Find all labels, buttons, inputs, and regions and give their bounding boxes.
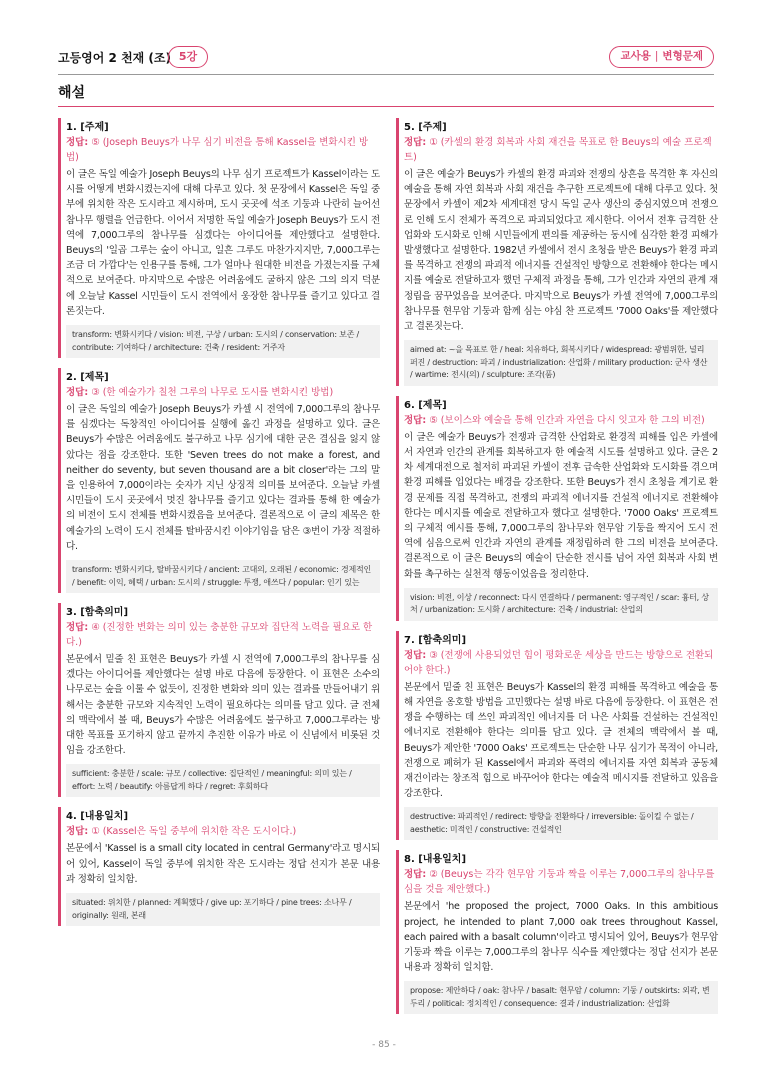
- answer-text: ④ (진정한 변화는 의미 있는 충분한 규모와 집단적 노력을 필요로 한다.): [66, 622, 373, 649]
- answer-text: ⑤ (Joseph Beuys가 나무 심기 비전을 통해 Kassel을 변화시킨 방법): [66, 137, 369, 163]
- answer-text: ⑤ (보이스와 예술을 통해 인간과 자연을 다시 잇고자 한 그의 비전): [429, 414, 705, 426]
- answer-line: [404, 135, 718, 165]
- answer-line: [66, 824, 380, 839]
- answer-label: 정답:: [66, 826, 89, 838]
- question-number: 1. [주제]: [66, 122, 109, 133]
- variant-label: 변형문제: [662, 50, 703, 62]
- explanation: 이 글은 예술가 Beuys가 카셀의 환경 파괴와 전쟁의 상흔을 목격한 후 자신의 예술을 통해 자연 회복과 사회 재건을 추구한 프로젝트에 대해 다루고 있다. 첫 문장에서 카셀이 제2차 세계대전 당시 독일 군사 생산의 중심지였으며 전쟁으로 인해 도시 전체가 폭격으로 파괴되었다고 제시한다. 이어서 전후 급격한 산업화와 도시화로 인해 시민들에게 편의를 제공하는 동시에 심각한 환경 피해가 발생했다고 설명한다. 1982년 카셀에서 전시 초청을 받은 Beuys가 환경 파괴를 목격하고 전쟁의 파괴적 에너지를 건설적인 방향으로 전환해야 한다는 메시지를 예술로 전달하고자 했던 구체적 과정을 통해, 그가 인간과 자연의 관계 재정립을 꿈꾸었음을 보여준다. 마지막으로 Beuys가 카셀 전역에 7,000그루의 참나무를 현무암 기둥과 함께 심는 야심 찬 프로젝트 '7000 Oaks'를 제안했다고 결론짓는다.: [404, 169, 718, 333]
- left-column: [58, 118, 380, 936]
- answer-block-1: [58, 118, 380, 358]
- answer-label: 정답:: [66, 137, 89, 148]
- answer-line: [404, 648, 718, 678]
- edition-tag: [609, 46, 714, 68]
- page-header: [58, 46, 714, 70]
- teacher-label: 교사용: [620, 50, 651, 62]
- answer-line: [404, 867, 718, 897]
- tag-separator: |: [654, 50, 659, 62]
- vocab-box: vision: 비전, 이상 / reconnect: 다시 연결하다 / permanent: 영구적인 / scar: 흉터, 상처 / urbanization: 도시화 / architecture: 건축 / industrial: 산업의: [404, 588, 718, 621]
- section-divider: [58, 106, 714, 107]
- explanation: 이 글은 예술가 Beuys가 전쟁과 급격한 산업화로 환경적 피해를 입은 카셀에서 자연과 인간의 관계를 회복하고자 한 예술적 시도를 설명하고 있다. 글은 2차 세계대전으로 철저히 파괴된 카셀이 전후 급속한 산업화와 도시화를 겪으며 환경 피해를 입었다는 배경을 강조한다. 또한 Beuys가 전시 초청을 계기로 환경 문제를 직접 목격하고, 전쟁의 파괴적 에너지를 건설적 에너지로 전환해야 한다는 메시지를 예술로 전달하고자 했다고 설명한다. '7000 Oaks' 프로젝트의 구체적 예시를 통해, 7,000그루의 참나무와 현무암 기둥을 짝지어 도시 전역에 심음으로써 인간과 자연의 관계를 재정립하려 한 그의 비전을 보여준다. 결론적으로 이 글은 Beuys의 예술이 단순한 전시를 넘어 자연 회복과 사회 변화를 촉구하는 실천적 행동이었음을 정리한다.: [404, 431, 718, 580]
- header-divider: [58, 74, 714, 75]
- answer-block-5: [396, 118, 718, 386]
- answer-block-3: [58, 603, 380, 797]
- vocab-box: transform: 변화시키다, 탈바꿈시키다 / ancient: 고대의, 오래된 / economic: 경제적인 / benefit: 이익, 혜택 / urban: 도시의 / struggle: 투쟁, 애쓰다 / popular: 인기 있는: [66, 560, 380, 593]
- explanation: 이 글은 독일 예술가 Joseph Beuys의 나무 심기 프로젝트가 Kassel이라는 도시를 어떻게 변화시켰는지에 대해 다루고 있다. 첫 문장에서 Kassel은 독일 중부에 위치한 작은 도시라고 제시하며, 도시 곳곳에 석조 기둥과 나란히 늘어선 참나무 행렬을 언급한다. 이어서 저명한 독일 예술가 Joseph Beuys가 도시 전역에 7,000그루의 참나무를 심겠다는 아이디어를 제안했다고 설명한다. Beuys의 '일곱 그루는 숲이 아니고, 일흔 그루도 마찬가지지만, 7,000그루는 조금 더 가깝다'는 인용구를 통해, 그가 얼마나 원대한 비전을 가졌는지를 구체적으로 보여준다. 마지막으로 수많은 어려움에도 굴하지 않은 그의 의지 덕분에 오늘날 Kassel 시민들이 도시 전역에서 웅장한 참나무를 즐기고 있다고 결론짓는다.: [66, 169, 380, 317]
- answer-line: [404, 413, 718, 428]
- answer-label: 정답:: [66, 622, 89, 634]
- vocab-box: sufficient: 충분한 / scale: 규모 / collective: 집단적인 / meaningful: 의미 있는 / effort: 노력 / beautify: 아름답게 하다 / regret: 후회하다: [66, 764, 380, 797]
- right-column: [396, 118, 718, 1024]
- question-number: 5. [주제]: [404, 122, 447, 133]
- answer-text: ① (Kassel은 독일 중부에 위치한 작은 도시이다.): [91, 826, 297, 838]
- answer-label: 정답:: [404, 414, 427, 426]
- answer-line: [66, 385, 380, 400]
- question-number: 3. [함축의미]: [66, 607, 129, 619]
- explanation: 본문에서 'he proposed the project, 7000 Oaks. In this ambitious project, he intended to plant 7,000 oak trees throughout Kassel, each paired with a basalt column'이라고 명시되어 있어, Beuys가 현무암 기둥과 짝을 이루는 7,000그루의 참나무 식수를 제안했다는 정답 선지가 본문 내용과 정확히 일치함.: [404, 901, 718, 974]
- question-number: 6. [제목]: [404, 399, 447, 411]
- answer-block-8: [396, 850, 718, 1014]
- answer-label: 정답:: [66, 387, 89, 399]
- answer-label: 정답:: [404, 137, 427, 148]
- vocab-box: situated: 위치한 / planned: 계획했다 / give up: 포기하다 / pine trees: 소나무 / originally: 원래, 본래: [66, 893, 380, 926]
- answer-line: [66, 135, 380, 165]
- explanation: 본문에서 밑줄 친 표현은 Beuys가 카셀 시 전역에 7,000그루의 참나무를 심겠다는 아이디어를 제안했다는 설명 바로 다음에 등장한다. 이 표현은 소수의 나무로는 숲을 이룰 수 없듯이, 진정한 변화와 의미 있는 결과를 만들어내기 위해서는 충분한 규모와 지속적인 노력이 필요하다는 의미를 담고 있다. 글 전체의 맥락에서 볼 때, Beuys가 수많은 어려움에도 불구하고 7,000그루라는 방대한 목표를 포기하지 않고 끝까지 추진한 이유가 바로 이 신념에서 비롯된 것임을 강조한다.: [66, 654, 380, 757]
- answer-block-7: [396, 631, 718, 841]
- answer-text: ③ (전쟁에 사용되었던 힘이 평화로운 세상을 만드는 방향으로 전환되어야 한다.): [404, 649, 714, 676]
- answer-label: 정답:: [404, 649, 427, 661]
- question-number: 4. [내용일치]: [66, 811, 129, 823]
- question-number: 8. [내용일치]: [404, 854, 467, 866]
- answer-label: 정답:: [404, 869, 427, 881]
- question-number: 2. [제목]: [66, 372, 109, 384]
- answer-text: ② (Beuys는 각각 현무암 기둥과 짝을 이루는 7,000그루의 참나무를 심을 것을 제안했다.): [404, 869, 715, 896]
- answer-block-6: [396, 396, 718, 621]
- answer-block-4: [58, 807, 380, 926]
- vocab-box: propose: 제안하다 / oak: 참나무 / basalt: 현무암 / column: 기둥 / outskirts: 외곽, 변두리 / political: 정치적인 / consequence: 결과 / industrialization: 산업화: [404, 981, 718, 1014]
- answer-block-2: [58, 368, 380, 593]
- textbook-title: 고등영어 2 천재 (조): [58, 51, 171, 65]
- answer-text: ③ (한 예술가가 칠천 그루의 나무로 도시를 변화시킨 방법): [91, 387, 334, 399]
- section-title: 해설: [58, 85, 86, 101]
- question-number: 7. [함축의미]: [404, 634, 467, 646]
- lesson-badge: 5강: [168, 46, 208, 68]
- vocab-box: destructive: 파괴적인 / redirect: 방향을 전환하다 / irreversible: 돌이킬 수 없는 / aesthetic: 미적인 / constructive: 건설적인: [404, 807, 718, 840]
- explanation: 이 글은 독일의 예술가 Joseph Beuys가 카셀 시 전역에 7,000그루의 참나무를 심겠다는 독창적인 아이디어를 실행에 옮긴 과정을 설명하고 있다. 글은 Beuys가 수많은 어려움에도 불구하고 나무 심기에 대한 굳은 결심을 잃지 않았다는 점을 강조한다. 또한 'Seven trees do not make a forest, and neither do seventy, but seven thousand are a bit closer'라는 그의 말을 인용하여 7,000이라는 숫자가 지닌 상징적 의미를 보여준다. 오늘날 카셀 시민들이 도시 곳곳에서 멋진 참나무를 즐기고 있다는 결과를 통해 한 예술가의 비전이 도시 전체를 변화시켰음을 보여준다. 결론적으로 이 글의 제목은 한 예술가의 노력이 도시 전체를 탈바꿈시킨 이야기임을 담은 ③번이 가장 적절하다.: [66, 404, 380, 552]
- answer-text: ① (카셀의 환경 회복과 사회 재건을 목표로 한 Beuys의 예술 프로젝트): [404, 137, 712, 163]
- vocab-box: aimed at: ~을 목표로 한 / heal: 치유하다, 회복시키다 / widespread: 광범위한, 널리 퍼진 / destruction: 파괴 / industrialization: 산업화 / military production: 군사 생산 / wartime: 전시(의) / sculpture: 조각(품): [404, 340, 718, 386]
- page-number: - 85 -: [372, 1040, 396, 1050]
- explanation: 본문에서 'Kassel is a small city located in central Germany'라고 명시되어 있어, Kassel이 독일 중부에 위치한 작은 도시라는 정답 선지가 본문 내용과 정확히 일치함.: [66, 843, 380, 885]
- vocab-box: transform: 변화시키다 / vision: 비전, 구상 / urban: 도시의 / conservation: 보존 / contribute: 기여하다 / architecture: 건축 / resident: 거주자: [66, 325, 380, 358]
- explanation: 본문에서 밑줄 친 표현은 Beuys가 Kassel의 환경 피해를 목격하고 예술을 통해 자연을 옹호할 방법을 고민했다는 설명 바로 다음에 등장한다. 이 표현은 전쟁을 수행하는 데 쓰인 파괴적인 에너지를 더 나은 사회를 건설하는 건설적인 에너지로 전환해야 한다는 의미를 담고 있다. 글 전체의 맥락에서 볼 때, Beuys가 제안한 '7000 Oaks' 프로젝트는 단순한 나무 심기가 목적이 아니라, 전쟁으로 폐허가 된 Kassel에서 파괴와 폭력의 에너지를 자연 회복과 공동체 재건이라는 창조적 힘으로 바꾸어야 한다는 예술적 메시지를 전달하고 있음을 강조한다.: [404, 681, 718, 800]
- answer-line: [66, 620, 380, 650]
